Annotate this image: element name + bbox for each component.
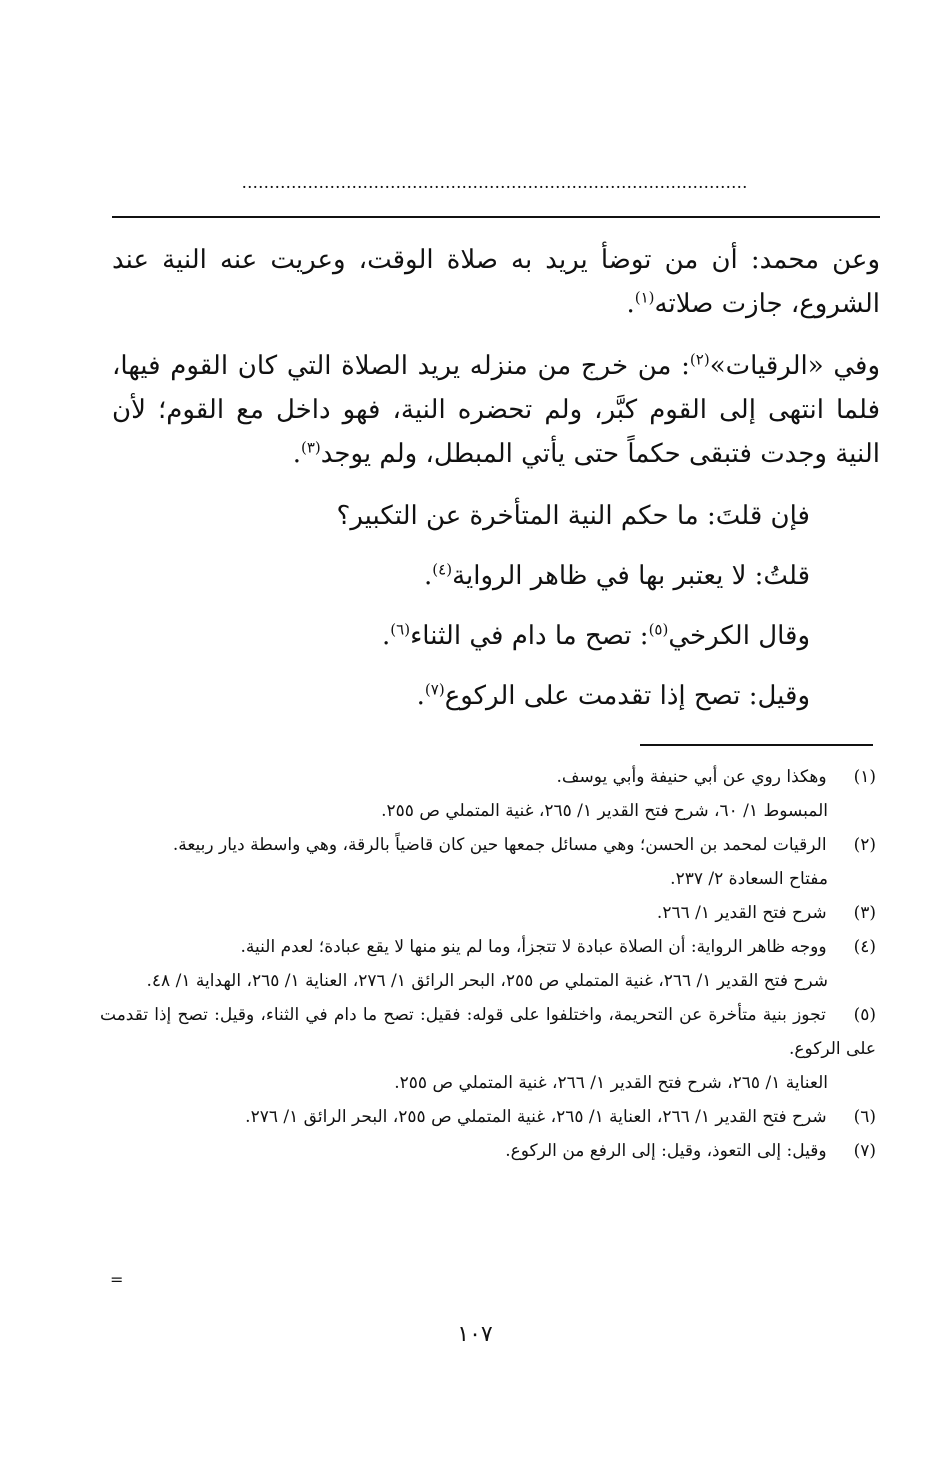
- page-number: ١٠٧: [457, 1322, 493, 1347]
- footnote-number: (٥): [853, 1005, 877, 1025]
- footnote-2: (٢) الرقيات لمحمد بن الحسن؛ وهي مسائل جمعها حين كان قاضياً بالرقة، وهي واسطة ديار ربيعة.: [100, 828, 876, 862]
- paragraph-muhammad: وعن محمد: أن من توضأ يريد به صلاة الوقت، وعريت عنه النية عند الشروع، جازت صلاته$^{(١)}$.: [112, 245, 880, 319]
- karkhi-line: وقال الكرخي$^{(٥)}$: تصح ما دام في الثناء$^{(٦)}$.: [382, 620, 810, 651]
- main-text: [112, 238, 880, 718]
- footnote-5: (٥) تجوز بنية متأخرة عن التحريمة، واختلفوا على قوله: فقيل: تصح ما دام في الثناء، وقيل: تصح إذا تقدمت على الركوع.: [100, 998, 876, 1066]
- header-dotted-line: ............................................................................................: [242, 172, 748, 192]
- footnote-number: (٣): [853, 903, 876, 923]
- footnote-ref-2[interactable]: (٢): [689, 350, 710, 369]
- footnote-4-source: شرح فتح القدير ١/ ٢٦٦، غنية المتملي ص ٢٥٥، البحر الرائق ١/ ٢٧٦، العناية ١/ ٢٦٥، الهداية ١/ ٤٨.: [146, 971, 828, 991]
- footnote-number: (٢): [853, 835, 876, 855]
- continuation-mark: =: [110, 1270, 124, 1289]
- footnote-3: (٣) شرح فتح القدير ١/ ٢٦٦.: [100, 896, 876, 930]
- footnote-1-source: المبسوط ١/ ٦٠، شرح فتح القدير ١/ ٢٦٥، غنية المتملي ص ٢٥٥.: [381, 801, 828, 821]
- footnote-6: (٦) شرح فتح القدير ١/ ٢٦٦، العناية ١/ ٢٦٥، غنية المتملي ص ٢٥٥، البحر الرائق ١/ ٢٧٦.: [100, 1100, 876, 1134]
- footnote-7: (٧) وقيل: إلى التعوذ، وقيل: إلى الرفع من الركوع.: [100, 1134, 876, 1168]
- footnote-number: (٤): [853, 937, 876, 957]
- footnote-ref-6[interactable]: (٦): [390, 620, 411, 639]
- footnotes: [100, 760, 876, 1168]
- question-line: فإن قلتَ: ما حكم النية المتأخرة عن التكبير؟: [336, 501, 810, 531]
- footnote-1: (١) وهكذا روي عن أبي حنيفة وأبي يوسف.: [100, 760, 876, 794]
- footnote-separator: [640, 744, 873, 746]
- footnote-number: (٦): [853, 1107, 876, 1127]
- qil-line: وقيل: تصح إذا تقدمت على الركوع$^{(٧)}$.: [416, 680, 810, 711]
- footnote-ref-7[interactable]: (٧): [424, 680, 445, 699]
- footnote-5-source: العناية ١/ ٢٦٥، شرح فتح القدير ١/ ٢٦٦، غنية المتملي ص ٢٥٥.: [394, 1073, 828, 1093]
- footnote-ref-4[interactable]: (٤): [432, 560, 453, 579]
- footnote-ref-1[interactable]: (١): [634, 288, 655, 307]
- paragraph-raqiyyat: وفي «الرقيات»$^{(٢)}$: من خرج من منزله يريد الصلاة التي كان القوم فيها، فلما انتهى إلى القوم كبَّر، ولم تحضره النية، فهو داخل مع القوم؛ لأن النية وجدت فتبقى حكماً حتى يأتي المبطل، ولم يوجد$^{(٣)}$.: [112, 350, 880, 469]
- footnote-4: (٤) ووجه ظاهر الرواية: أن الصلاة عبادة لا تتجزأ، وما لم ينو منها لا يقع عبادة؛ لعدم النية.: [100, 930, 876, 964]
- footnote-ref-5[interactable]: (٥): [648, 620, 669, 639]
- answer-line: قلتُ: لا يعتبر بها في ظاهر الرواية$^{(٤)}$.: [424, 560, 810, 591]
- footnote-number: (١): [853, 767, 876, 787]
- footnote-number: (٧): [853, 1141, 876, 1161]
- footnote-2-source: مفتاح السعادة ٢/ ٢٣٧.: [670, 869, 828, 889]
- footnote-ref-3[interactable]: (٣): [300, 438, 321, 457]
- header-rule: [112, 216, 880, 218]
